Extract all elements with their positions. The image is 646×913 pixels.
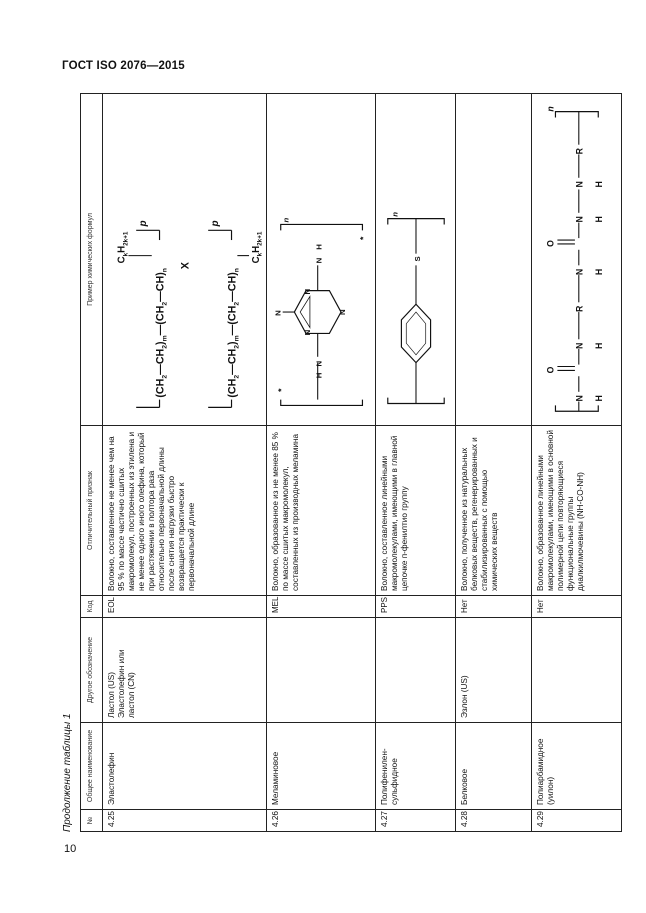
table-continuation-label: Продолжение таблицы 1 [62,713,73,832]
formula-eol [103,94,267,426]
svg-text:H: H [314,372,324,379]
svg-text:N: N [337,309,347,315]
svg-text:n: n [281,217,291,223]
svg-text:N: N [302,329,312,336]
table-row [375,94,455,832]
table-row [103,94,267,832]
row-code: Нет [531,596,621,618]
svg-text:n: n [545,106,556,112]
row-other-designation [103,618,267,723]
row-code: MEL [266,596,375,618]
svg-text:CkH2k+1: $C_kH_{2k+1}$ [250,231,264,264]
svg-text:(CH2—CH2)m—(CH2—CH)n: $(CH_2—CH_2)_m—(CH_2—CH)_n$ [226,268,241,398]
row-other-designation [531,618,621,723]
svg-text:p: p [137,220,149,227]
svg-text:H: H [593,395,604,402]
row-other-designation [375,618,455,723]
header-code: Код [81,596,103,618]
row-other-designation-line: Ластол (US) Эластолефин или ластол (CN) [107,649,136,718]
standard-title: ГОСТ ISO 2076—2015 [62,60,185,72]
table-row [455,94,531,832]
fiber-table [80,93,622,832]
row-num: 4.25 [103,810,267,832]
row-feature: Волокно, образованное линейными макромолекулами, имеющими в основной полимерной цепи повторяющиеся функциональные группы диалкилмочевины (NH-CO-NH) [531,426,621,596]
table-row [531,94,621,832]
eol-x: X [179,262,192,270]
row-feature: Волокно, полученное из натуральных белковых веществ, регенерированных и стабилизированных с помощью химических веществ [455,426,531,596]
svg-text:N: N [314,360,324,367]
row-common-name: Белковое [455,723,531,810]
row-code: Нет [455,596,531,618]
svg-text:H: H [593,342,604,350]
svg-text:H: H [593,216,604,223]
row-num: 4.27 [375,810,455,832]
svg-text:p: p [209,220,221,227]
svg-text:*: * [276,388,287,392]
row-code: EOL [103,596,267,618]
eol-substituent-top [117,231,152,263]
svg-text:n: n [390,211,400,217]
svg-text:N: N [574,268,585,276]
svg-text:H: H [593,268,604,276]
header-num: № [81,810,103,832]
svg-text:CkH2k+1: $C_kH_{2k+1}$ [116,231,130,264]
header-feature: Отличительный признак [81,426,103,596]
row-num: 4.28 [455,810,531,832]
svg-text:H: H [314,244,324,250]
svg-text:N: N [273,310,283,316]
svg-text:N: N [574,216,585,223]
eol-chain-top [136,220,168,407]
row-common-name: Меламиновое [266,723,375,810]
eol-substituent-bottom [237,231,263,263]
svg-text:N: N [574,181,585,188]
table-row [266,94,375,832]
formula-polyurea [531,94,621,426]
svg-text:R: R [574,305,585,313]
row-common-name: Полиарбамидное (уилон) [531,723,621,810]
formula-melamine-svg [271,98,372,421]
svg-text:N: N [574,342,585,350]
svg-text:O: O [545,366,556,374]
header-other-designation: Другое обозначение [81,618,103,723]
page-number: 10 [64,843,77,855]
row-common-name: Полифенилен-сульфидное [375,723,455,810]
svg-text:O: O [545,240,556,247]
svg-text:R: R [574,148,585,155]
eol-chain-bottom [208,220,240,407]
svg-text:*: * [357,236,368,241]
formula-eol-svg [107,98,263,421]
formula-pps-svg [380,98,452,421]
row-code: PPS [375,596,455,618]
formula-polyurea-svg [536,98,618,421]
row-feature: Волокно, составленное линейными макромолекулами, имеющими в главной цепочке п-фенилтио группу [375,426,455,596]
row-num: 4.26 [266,810,375,832]
svg-text:(CH2—CH2)m—(CH2—CH)n: $(CH_2—CH_2)_m—(CH_2—CH)_n$ [154,268,169,398]
svg-text:N: N [302,288,312,295]
svg-text:N: N [574,395,585,402]
header-formula: Пример химических формул [81,94,103,426]
rotated-table-container [80,94,604,832]
svg-text:S: S [412,256,422,262]
row-feature: Волокно, образованное из не менее 85 % по массе сшитых макромолекул, составленных из производных меламина [266,426,375,596]
formula-pps [375,94,455,426]
row-other-designation [266,618,375,723]
svg-text:N: N [314,257,324,264]
formula-empty [455,94,531,426]
row-other-designation: Эзлон (US) [455,618,531,723]
table-header-row [81,94,103,832]
row-feature: Волокно, составленное не менее чем на 95 % по массе частично сшитых макромолекул, построенных из этилена и не менее одного иного олефина, который при растяжении в полтора раза относительно первоначальной длины после снятия нагрузки быстро возвращается практически к первоначальной длине [103,426,267,596]
row-num: 4.29 [531,810,621,832]
formula-melamine [266,94,375,426]
header-common-name: Общее наименование [81,723,103,810]
row-common-name: Эластолефин [103,723,267,810]
svg-text:H: H [593,181,604,188]
